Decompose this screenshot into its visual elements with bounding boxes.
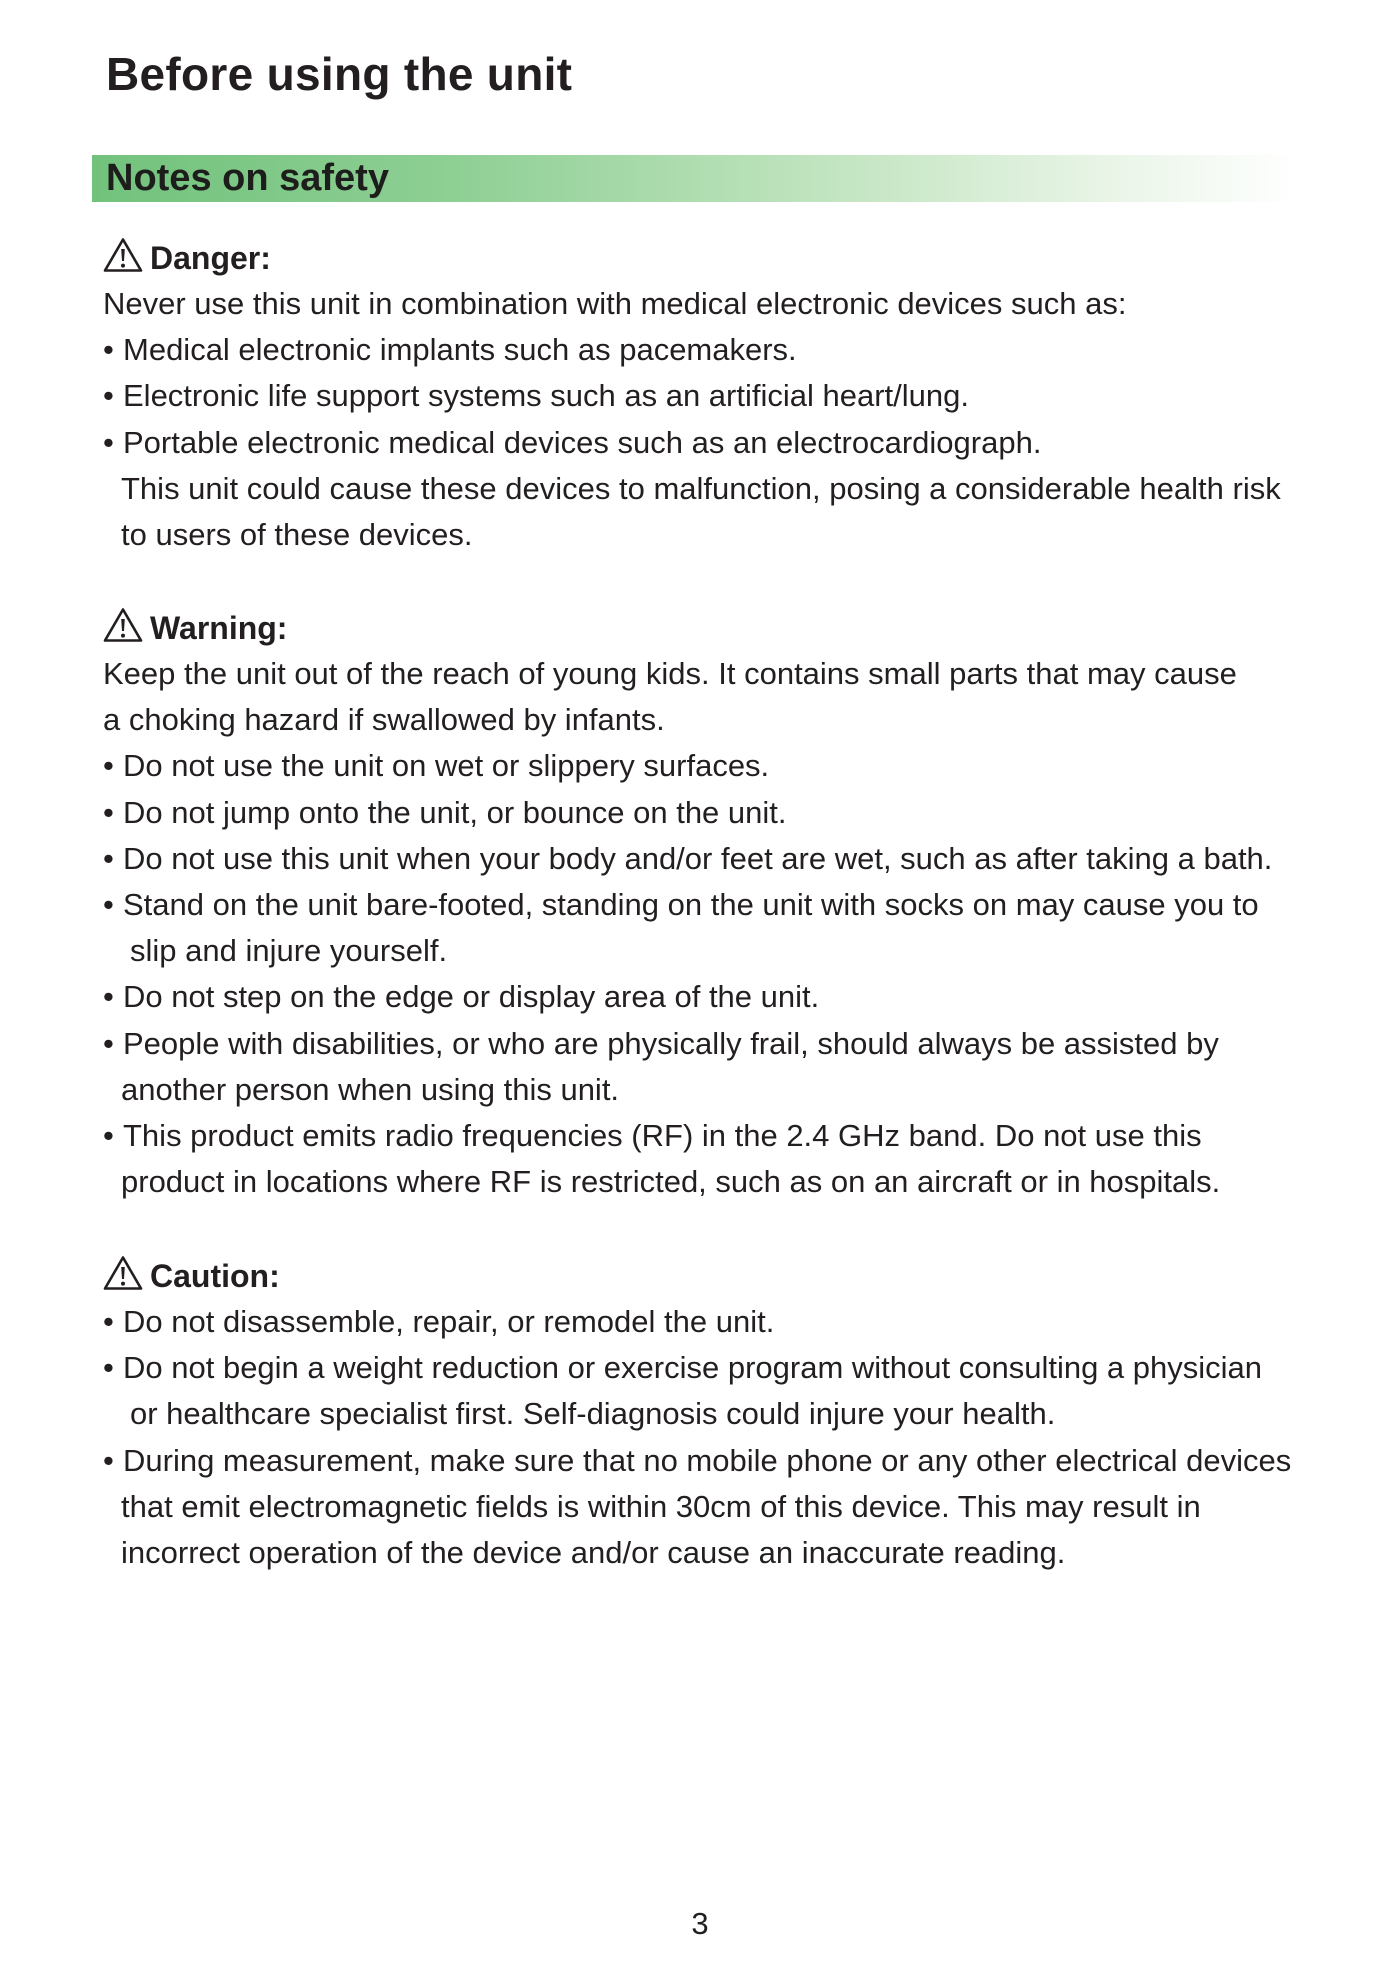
list-item <box>103 373 1281 419</box>
list-item-text: This product emits radio frequencies (RF) in the 2.4 GHz band. Do not use this <box>123 1118 1202 1154</box>
danger-heading <box>103 235 1281 281</box>
bullet-glyph: • <box>103 378 114 414</box>
list-item-text: Do not jump onto the unit, or bounce on the unit. <box>123 794 787 830</box>
bullet-glyph: • <box>103 1304 114 1339</box>
bullet-glyph: • <box>103 1118 114 1154</box>
list-item <box>103 1438 1291 1484</box>
list-item-continuation: that emit electromagnetic fields is within 30cm of this device. This may result in <box>121 1488 1201 1524</box>
bullet-glyph: • <box>103 1442 114 1478</box>
list-item-text: Stand on the unit bare-footed, standing on the unit with socks on may cause you to <box>123 887 1259 923</box>
list-item-text: Portable electronic medical devices such as an electrocardiograph. <box>123 424 1042 460</box>
list-item-text: Electronic life support systems such as an artificial heart/lung. <box>123 378 969 414</box>
list-item-text: Medical electronic implants such as pacemakers. <box>123 332 797 368</box>
list-item <box>103 743 1272 789</box>
list-item-text: During measurement, make sure that no mobile phone or any other electrical devices <box>123 1442 1292 1478</box>
page-title: Before using the unit <box>106 48 573 100</box>
danger-intro: Never use this unit in combination with medical electronic devices such as: <box>103 286 1127 321</box>
list-item <box>103 882 1272 928</box>
danger-note-line: to users of these devices. <box>121 517 473 553</box>
caution-block <box>103 1253 1291 1576</box>
list-item <box>103 1299 1291 1345</box>
warning-heading <box>103 605 1272 651</box>
list-item-text: Do not use the unit on wet or slippery surfaces. <box>123 748 770 784</box>
bullet-glyph: • <box>103 979 114 1015</box>
caution-heading-label: Caution: <box>150 1258 280 1294</box>
list-item <box>103 1345 1291 1391</box>
warning-intro-line: Keep the unit out of the reach of young kids. It contains small parts that may cause <box>103 656 1237 691</box>
list-item-text: Do not use this unit when your body and/or feet are wet, such as after taking a bath. <box>123 840 1273 876</box>
page-number: 3 <box>691 1906 709 1941</box>
bullet-glyph: • <box>103 1350 114 1386</box>
list-item-continuation: or healthcare specialist first. Self-diagnosis could injure your health. <box>130 1396 1056 1432</box>
warning-block <box>103 605 1272 1205</box>
list-item <box>103 420 1281 466</box>
list-item <box>103 1113 1272 1159</box>
warning-triangle-icon <box>103 237 143 273</box>
list-item-continuation: incorrect operation of the device and/or cause an inaccurate reading. <box>121 1535 1066 1571</box>
bullet-glyph: • <box>103 332 114 368</box>
warning-intro-line: a choking hazard if swallowed by infants. <box>103 702 665 738</box>
list-item <box>103 790 1272 836</box>
list-item-continuation: another person when using this unit. <box>121 1071 620 1107</box>
bullet-glyph: • <box>103 840 114 876</box>
list-item-text: Do not step on the edge or display area of the unit. <box>123 979 820 1015</box>
list-item <box>103 836 1272 882</box>
list-item-continuation: slip and injure yourself. <box>130 933 448 969</box>
list-item <box>103 1021 1272 1067</box>
list-item <box>103 327 1281 373</box>
section-title: Notes on safety <box>106 157 389 199</box>
list-item-text: Do not begin a weight reduction or exercise program without consulting a physician <box>123 1350 1263 1386</box>
danger-heading-label: Danger: <box>150 240 271 276</box>
bullet-glyph: • <box>103 1025 114 1061</box>
list-item <box>103 974 1272 1020</box>
list-item-text: Do not disassemble, repair, or remodel the unit. <box>123 1304 775 1339</box>
caution-heading <box>103 1253 1291 1299</box>
warning-heading-label: Warning: <box>150 610 288 646</box>
danger-note-line: This unit could cause these devices to malfunction, posing a considerable health risk <box>121 470 1281 506</box>
list-item-continuation: product in locations where RF is restricted, such as on an aircraft or in hospitals. <box>121 1164 1221 1200</box>
warning-triangle-icon <box>103 1255 143 1291</box>
bullet-glyph: • <box>103 424 114 460</box>
list-item-text: People with disabilities, or who are physically frail, should always be assisted by <box>123 1025 1219 1061</box>
danger-block <box>103 235 1281 558</box>
warning-triangle-icon <box>103 607 143 643</box>
bullet-glyph: • <box>103 794 114 830</box>
bullet-glyph: • <box>103 748 114 784</box>
section-header-band <box>92 155 1297 202</box>
bullet-glyph: • <box>103 887 114 923</box>
